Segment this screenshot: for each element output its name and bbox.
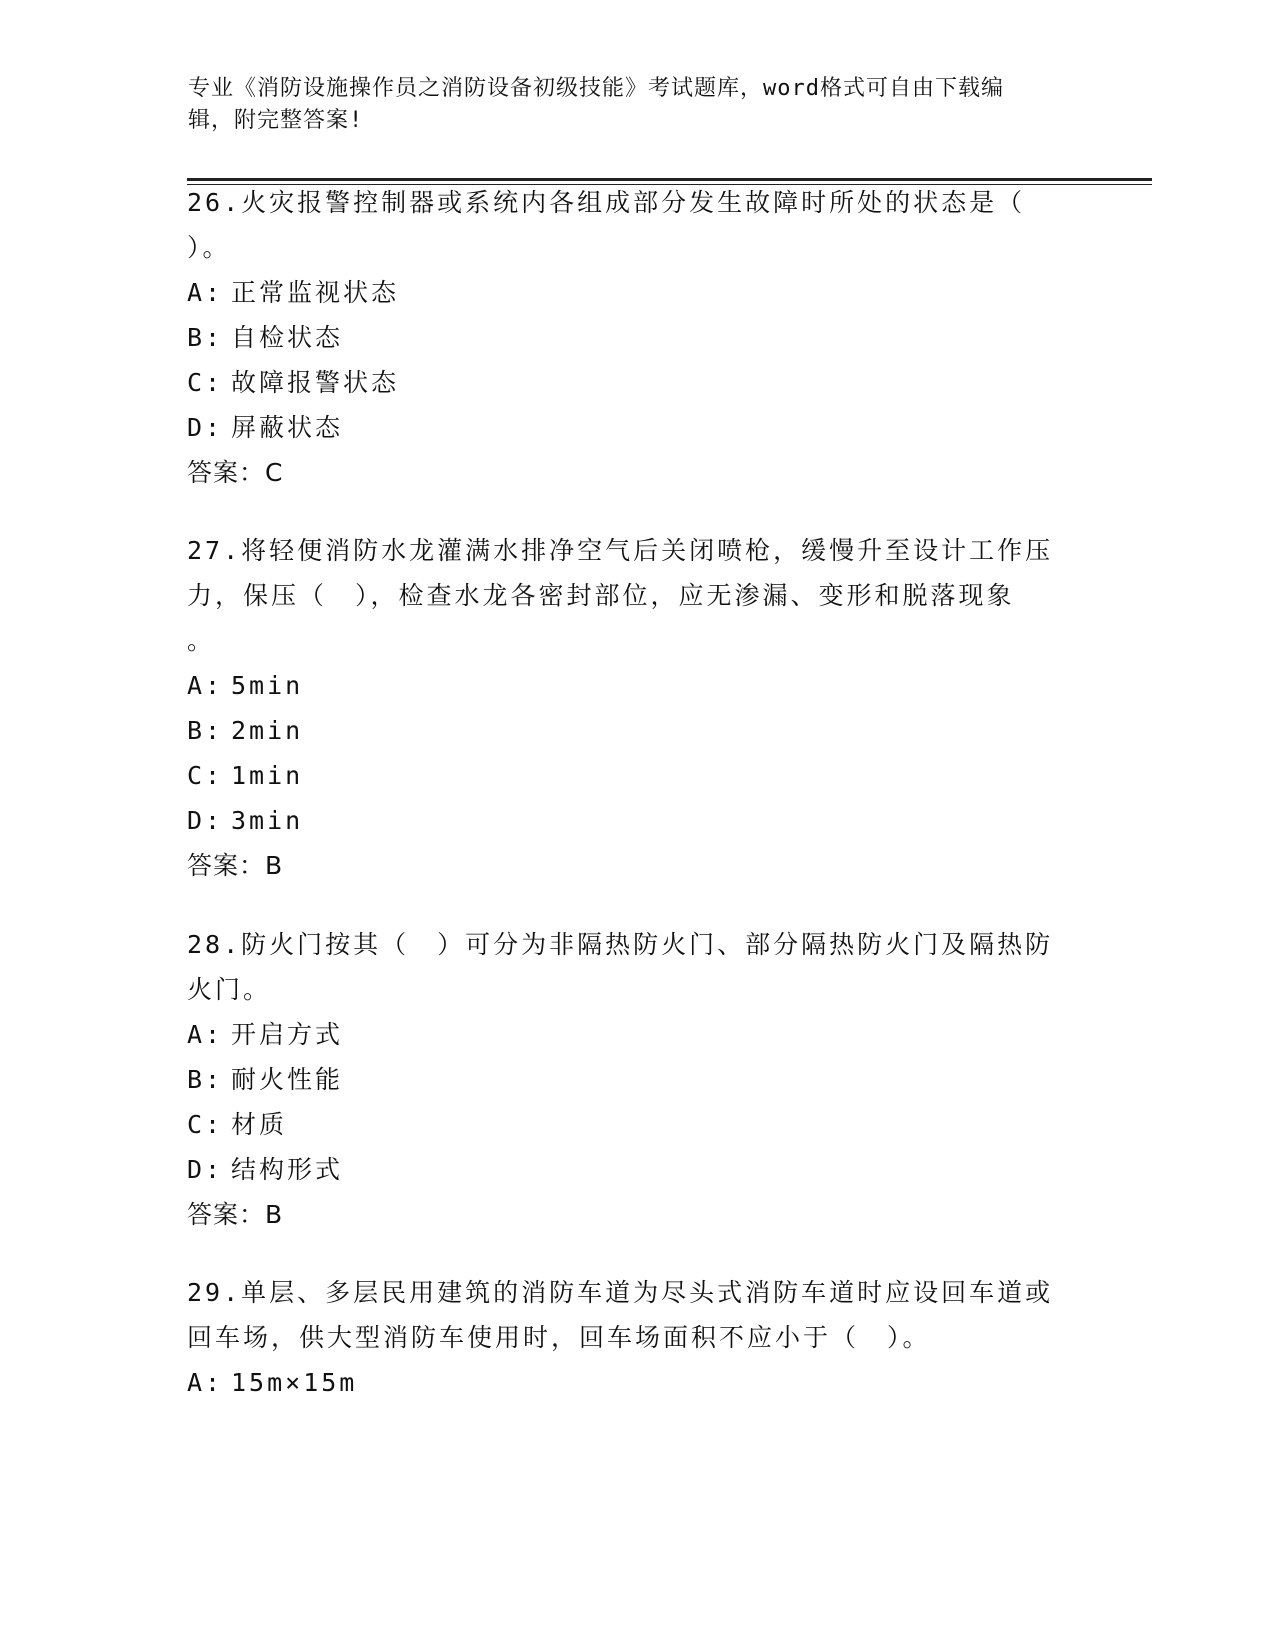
option-text: 故障报警状态 xyxy=(231,368,400,397)
option-a xyxy=(187,1012,1077,1057)
option-letter: B: xyxy=(187,1065,224,1094)
stem-line: 26.火灾报警控制器或系统内各组成部分发生故障时所处的状态是（ xyxy=(187,188,1026,217)
stem-line: 。 xyxy=(187,626,216,655)
question-stem xyxy=(187,180,1077,270)
option-d xyxy=(187,1147,1077,1192)
option-letter: B: xyxy=(187,716,224,745)
stem-line: ）。 xyxy=(187,233,231,262)
option-text: 15m×15m xyxy=(231,1368,358,1397)
option-b xyxy=(187,315,1077,360)
stem-line: 29.单层、多层民用建筑的消防车道为尽头式消防车道时应设回车道或 xyxy=(187,1278,1054,1307)
header-line-1: 专业《消防设施操作员之消防设备初级技能》考试题库，word格式可自由下载编 xyxy=(188,76,1004,101)
option-letter: D: xyxy=(187,806,224,835)
question-stem xyxy=(187,528,1077,663)
option-c xyxy=(187,753,1077,798)
header-line-2: 辑，附完整答案! xyxy=(188,108,364,133)
question-26 xyxy=(187,180,1077,495)
option-text: 材质 xyxy=(231,1110,288,1139)
option-c xyxy=(187,360,1077,405)
option-a xyxy=(187,663,1077,708)
option-letter: B: xyxy=(187,323,224,352)
option-letter: A: xyxy=(187,1368,224,1397)
option-text: 3min xyxy=(231,806,304,835)
document-header xyxy=(188,73,1068,137)
stem-line: 力，保压（ ），检查水龙各密封部位，应无渗漏、变形和脱落现象 xyxy=(187,581,1015,610)
option-letter: D: xyxy=(187,1155,224,1184)
option-text: 结构形式 xyxy=(231,1155,344,1184)
answer-line: 答案：C xyxy=(187,458,284,487)
question-28 xyxy=(187,922,1077,1237)
answer-line: 答案：B xyxy=(187,1200,284,1229)
option-letter: C: xyxy=(187,761,224,790)
stem-line: 回车场，供大型消防车使用时，回车场面积不应小于（ ）。 xyxy=(187,1323,931,1352)
option-letter: C: xyxy=(187,368,224,397)
question-29 xyxy=(187,1270,1077,1405)
stem-line: 火门。 xyxy=(187,975,272,1004)
option-letter: A: xyxy=(187,1020,224,1049)
option-text: 屏蔽状态 xyxy=(231,413,344,442)
option-text: 开启方式 xyxy=(231,1020,344,1049)
option-text: 正常监视状态 xyxy=(231,278,400,307)
question-27 xyxy=(187,528,1077,888)
stem-line: 28.防火门按其（ ）可分为非隔热防火门、部分隔热防火门及隔热防 xyxy=(187,930,1054,959)
option-text: 2min xyxy=(231,716,304,745)
option-text: 耐火性能 xyxy=(231,1065,344,1094)
option-b xyxy=(187,1057,1077,1102)
option-b xyxy=(187,708,1077,753)
option-text: 自检状态 xyxy=(231,323,344,352)
question-stem xyxy=(187,1270,1077,1360)
option-text: 1min xyxy=(231,761,304,790)
option-letter: A: xyxy=(187,671,224,700)
option-d xyxy=(187,405,1077,450)
option-letter: D: xyxy=(187,413,224,442)
option-c xyxy=(187,1102,1077,1147)
option-a xyxy=(187,270,1077,315)
stem-line: 27.将轻便消防水龙灌满水排净空气后关闭喷枪，缓慢升至设计工作压 xyxy=(187,536,1054,565)
answer-line: 答案：B xyxy=(187,851,284,880)
question-stem xyxy=(187,922,1077,1012)
option-a xyxy=(187,1360,1077,1405)
option-d xyxy=(187,798,1077,843)
option-letter: C: xyxy=(187,1110,224,1139)
option-text: 5min xyxy=(231,671,304,700)
option-letter: A: xyxy=(187,278,224,307)
